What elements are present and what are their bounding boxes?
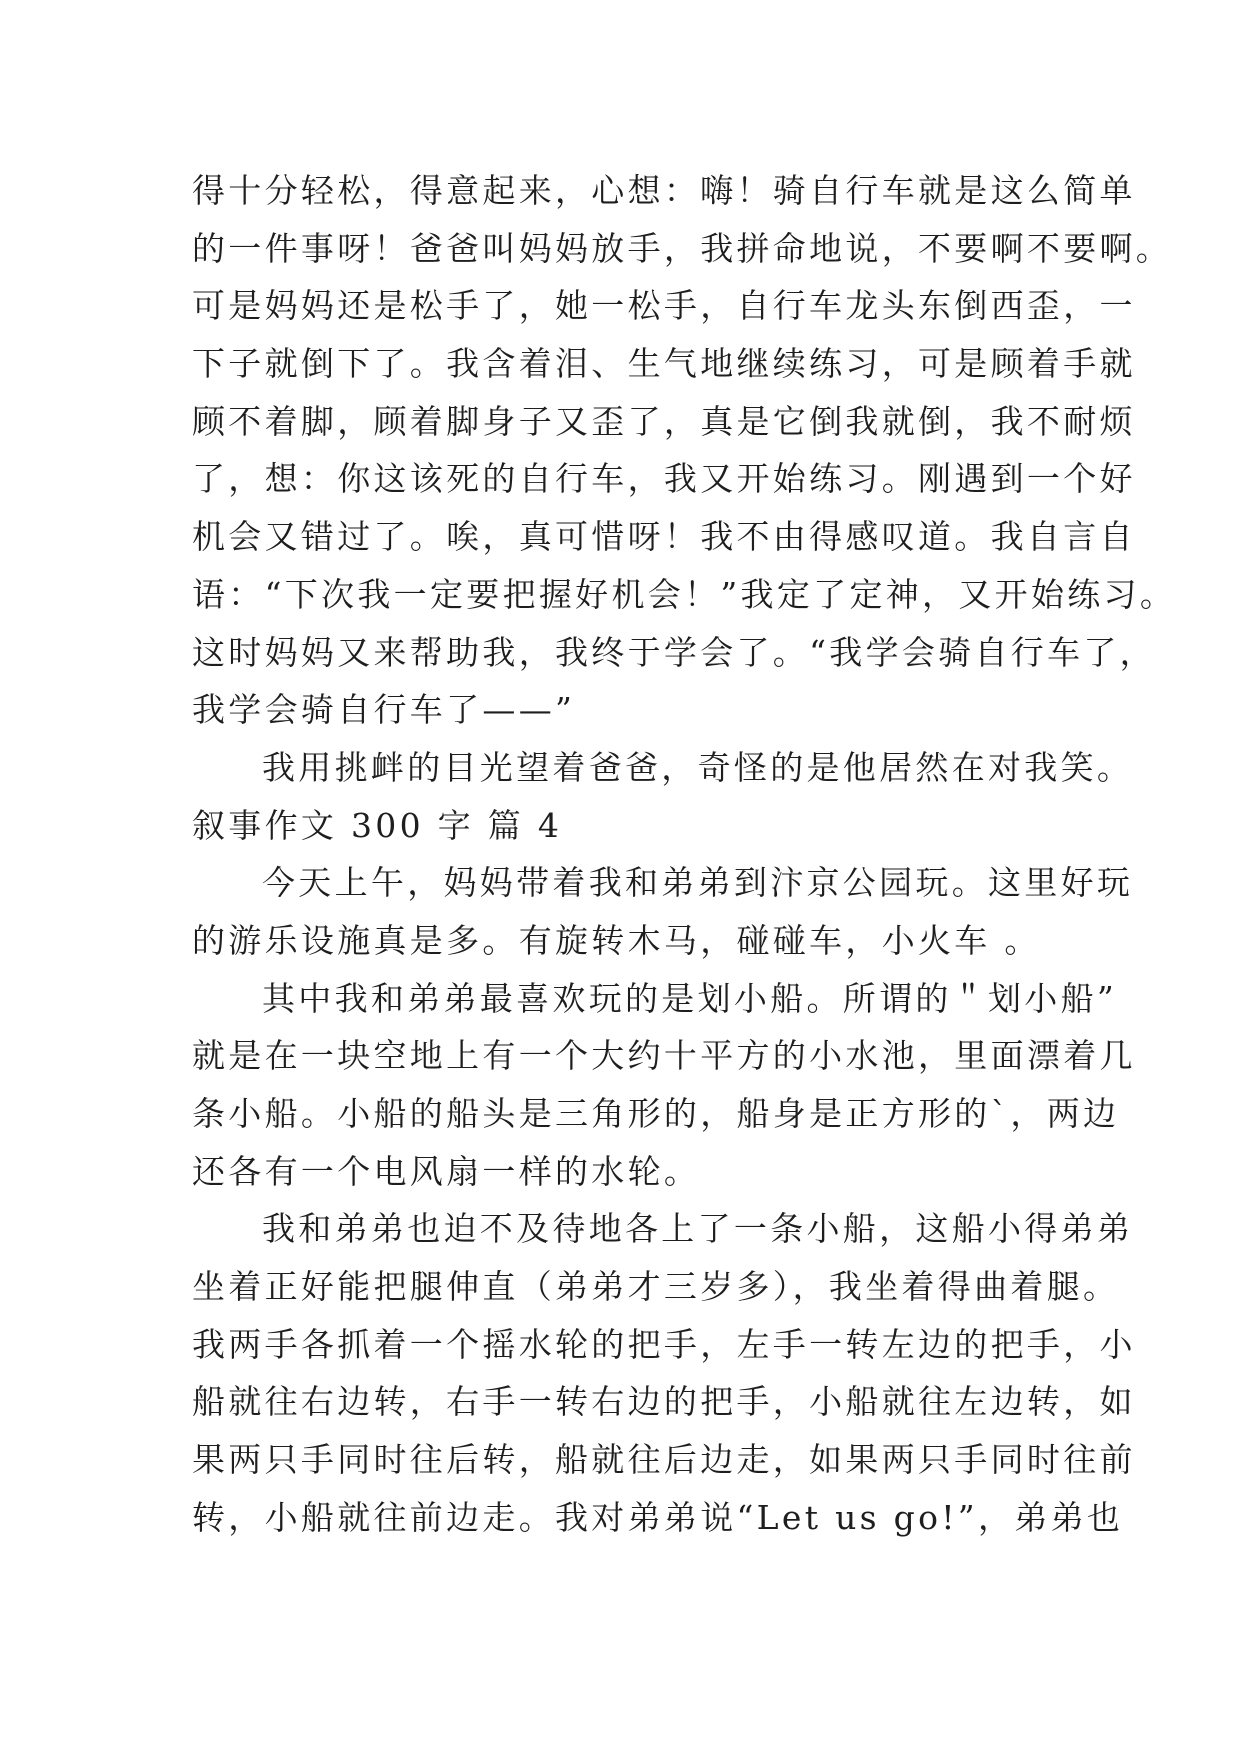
text-line: 得十分轻松，得意起来，心想：嗨！骑自行车就是这么简单 bbox=[192, 171, 1136, 210]
text-line: 的一件事呀！爸爸叫妈妈放手，我拼命地说，不要啊不要啊。 bbox=[192, 228, 1173, 268]
text-line: 还各有一个电风扇一样的水轮。 bbox=[192, 1151, 701, 1191]
section-heading: 叙事作文 300 字 篇 4 bbox=[192, 805, 563, 845]
text-line: 这时妈妈又来帮助我，我终于学会了。“我学会骑自行车了， bbox=[192, 632, 1156, 672]
paragraph-first-line: 我用挑衅的目光望着爸爸，奇怪的是他居然在对我笑。 bbox=[262, 747, 1134, 787]
text-line: 可是妈妈还是松手了，她一松手，自行车龙头东倒西歪，一 bbox=[192, 286, 1136, 326]
text-line: 转，小船就往前边走。我对弟弟说“Let us go!”，弟弟也 bbox=[192, 1497, 1124, 1537]
paragraph-first-line: 其中我和弟弟最喜欢玩的是划小船。所谓的＂划小船” bbox=[262, 978, 1118, 1018]
text-line: 坐着正好能把腿伸直（弟弟才三岁多），我坐着得曲着腿。 bbox=[192, 1267, 1120, 1307]
text-line: 机会又错过了。唉，真可惜呀！我不由得感叹道。我自言自 bbox=[192, 517, 1136, 557]
text-line: 我学会骑自行车了——” bbox=[192, 690, 576, 730]
text-line: 下子就倒下了。我含着泪、生气地继续练习，可是顾着手就 bbox=[192, 344, 1136, 384]
text-line: 顾不着脚，顾着脚身子又歪了，真是它倒我就倒，我不耐烦 bbox=[192, 401, 1136, 441]
text-line: 条小船。小船的船头是三角形的，船身是正方形的`，两边 bbox=[192, 1094, 1120, 1133]
paragraph-first-line: 我和弟弟也迫不及待地各上了一条小船，这船小得弟弟 bbox=[262, 1209, 1134, 1249]
text-line: 了，想：你这该死的自行车，我又开始练习。刚遇到一个好 bbox=[192, 459, 1136, 499]
text-line: 的游乐设施真是多。有旋转木马，碰碰车，小火车 。 bbox=[192, 920, 1041, 960]
text-line: 就是在一块空地上有一个大约十平方的小水池，里面漂着几 bbox=[192, 1036, 1136, 1076]
document-body bbox=[192, 162, 1177, 1547]
text-line: 果两只手同时往后转，船就往后边走，如果两只手同时往前 bbox=[192, 1440, 1136, 1480]
text-line: 船就往右边转，右手一转右边的把手，小船就往左边转，如 bbox=[192, 1382, 1136, 1422]
paragraph-first-line: 今天上午，妈妈带着我和弟弟到汴京公园玩。这里好玩 bbox=[262, 863, 1134, 903]
text-line: 语：“下次我一定要把握好机会！”我定了定神，又开始练习。 bbox=[192, 574, 1177, 614]
text-line: 我两手各抓着一个摇水轮的把手，左手一转左边的把手，小 bbox=[192, 1324, 1136, 1364]
